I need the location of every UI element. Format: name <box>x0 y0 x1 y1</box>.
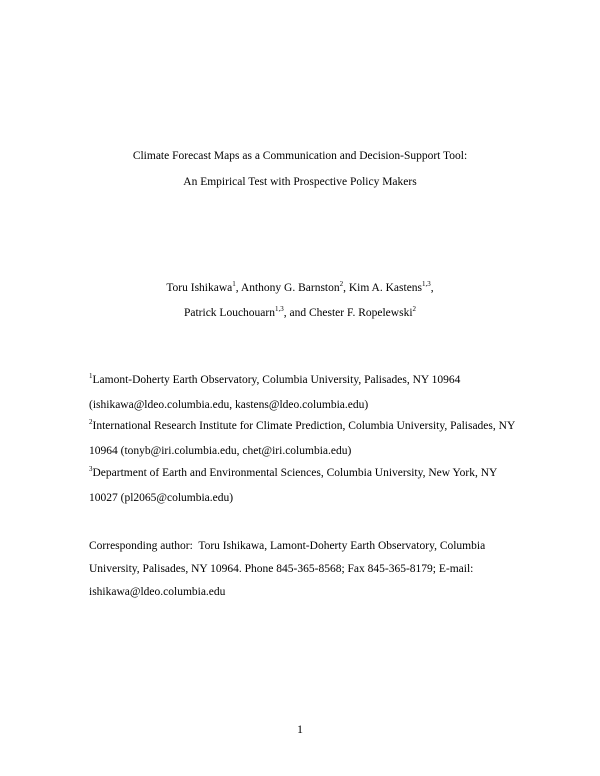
affiliation-text: International Research Institute for Climate Prediction, Columbia University, Palisades, NY <box>92 420 516 432</box>
corresponding-author-line-2: University, Palisades, NY 10964. Phone 845-365-8568; Fax 845-365-8179; E-mail: <box>89 563 474 575</box>
author-separator: , <box>343 282 349 294</box>
author-name: Anthony G. Barnston <box>240 282 340 294</box>
affiliation-1-line-1 <box>89 374 460 386</box>
author-name: Chester F. Ropelewski <box>308 307 413 319</box>
author-affiliation-mark: 2 <box>339 280 344 289</box>
author-name: Patrick Louchouarn <box>183 307 275 319</box>
title-line-2: An Empirical Test with Prospective Policy Makers <box>183 176 417 188</box>
corresponding-author-email: ishikawa@ldeo.columbia.edu <box>89 586 226 598</box>
author-affiliation-mark: 2 <box>412 305 417 314</box>
affiliation-2-line-1 <box>89 420 515 432</box>
affiliation-1-line-2: (ishikawa@ldeo.columbia.edu, kastens@ldeo.columbia.edu) <box>89 399 369 411</box>
author-name: Kim A. Kastens <box>348 282 423 294</box>
author-affiliation-mark: 1 <box>232 280 236 289</box>
title-line-1: Climate Forecast Maps as a Communication and Decision-Support Tool: <box>132 150 468 162</box>
affiliation-mark: 3 <box>89 465 93 474</box>
affiliation-3-line-1 <box>89 467 497 479</box>
author-separator: , <box>235 282 241 294</box>
page-number: 1 <box>297 722 303 736</box>
affiliation-2-line-2: 10964 (tonyb@iri.columbia.edu, chet@iri.columbia.edu) <box>89 445 352 457</box>
author-affiliation-mark: 1,3 <box>275 305 284 314</box>
affiliation-mark: 1 <box>89 372 93 381</box>
authors-line-2 <box>0 307 600 319</box>
affiliation-3-line-2: 10027 (pl2065@columbia.edu) <box>89 492 234 504</box>
author-separator: , <box>430 282 434 294</box>
affiliation-mark: 2 <box>89 418 93 427</box>
author-name: Toru Ishikawa <box>166 282 233 294</box>
authors-line-1 <box>0 282 600 294</box>
author-separator: , and <box>283 307 309 319</box>
affiliation-text: Department of Earth and Environmental Sciences, Columbia University, New York, NY <box>92 467 498 479</box>
affiliation-text: Lamont-Doherty Earth Observatory, Columbia University, Palisades, NY 10964 <box>92 374 461 386</box>
corresponding-author-line-1: Corresponding author: Toru Ishikawa, Lamont-Doherty Earth Observatory, Columbia <box>89 540 486 552</box>
author-affiliation-mark: 1,3 <box>422 280 431 289</box>
